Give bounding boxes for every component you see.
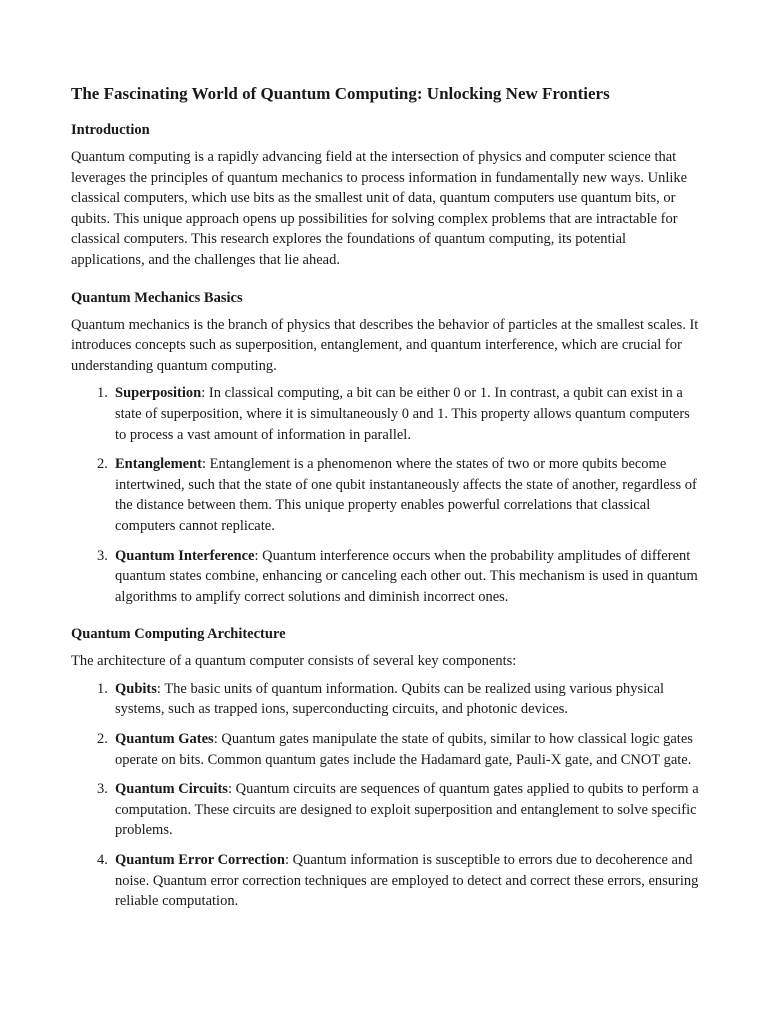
document-title: The Fascinating World of Quantum Computing: Unlocking New Frontiers bbox=[71, 84, 610, 103]
list-text: : In classical computing, a bit can be either 0 or 1. In contrast, a qubit can exist in a state of superposition, where it is simultaneously 0 and 1. This property allows quantum computers to process a vast amount of information in parallel. bbox=[115, 385, 690, 443]
list-item bbox=[97, 729, 699, 770]
list-item bbox=[97, 454, 699, 536]
list-number: 1. bbox=[97, 385, 108, 402]
list-text: : Quantum interference occurs when the probability amplitudes of different quantum states combine, enhancing or canceling each other out. This mechanism is used in quantum algorithms to amplify correct solutions and diminish incorrect ones. bbox=[115, 547, 698, 605]
list-text: : Quantum gates manipulate the state of qubits, similar to how classical logic gates operate on bits. Common quantum gates include the Hadamard gate, Pauli-X gate, and CNOT gate. bbox=[115, 731, 693, 768]
list-term: Qubits bbox=[115, 680, 157, 697]
list-term: Superposition bbox=[115, 385, 202, 402]
list-text: : Entanglement is a phenomenon where the states of two or more qubits become intertwined, such that the state of one qubit instantaneously affects the state of another, regardless of the distance between them. This unique property enables powerful correlations that classical computers cannot replicate. bbox=[115, 456, 697, 534]
list-text: : Quantum information is susceptible to errors due to decoherence and noise. Quantum error correction techniques are employed to detect and correct these errors, ensuring reliable computation. bbox=[115, 852, 699, 910]
section-paragraph: Quantum computing is a rapidly advancing field at the intersection of physics and computer science that leverages the principles of quantum mechanics to process information in fundamentally new ways. Unlike classical computers, which use bits as the smallest unit of data, quantum computers use quantum bits, or qubits. This unique approach opens up possibilities for solving complex problems that are intractable for classical computers. This research explores the foundations of quantum computing, its potential applications, and the challenges that lie ahead. bbox=[71, 149, 688, 268]
section-paragraph: The architecture of a quantum computer consists of several key components: bbox=[71, 653, 517, 670]
list-item bbox=[97, 779, 699, 841]
document-page bbox=[71, 82, 699, 929]
section-heading: Quantum Mechanics Basics bbox=[71, 289, 243, 306]
list-item bbox=[97, 679, 699, 720]
list-text: : The basic units of quantum information. Qubits can be realized using various physical systems, such as trapped ions, superconducting circuits, and photonic devices. bbox=[115, 680, 665, 718]
list-number: 2. bbox=[97, 731, 108, 748]
section-quantum-computing-architecture bbox=[71, 624, 699, 912]
numbered-list bbox=[71, 679, 699, 912]
list-term: Quantum Circuits bbox=[115, 781, 228, 798]
section-heading: Quantum Computing Architecture bbox=[71, 626, 286, 643]
list-item bbox=[97, 546, 699, 608]
list-term: Quantum Error Correction bbox=[115, 852, 285, 869]
list-term: Entanglement bbox=[115, 456, 202, 473]
list-text: : Quantum circuits are sequences of quantum gates applied to qubits to perform a computation. These circuits are designed to exploit superposition and entanglement to solve specific problems. bbox=[115, 781, 699, 839]
list-number: 2. bbox=[97, 456, 108, 473]
section-heading: Introduction bbox=[71, 122, 150, 138]
list-number: 3. bbox=[97, 781, 108, 798]
list-item bbox=[97, 383, 699, 445]
section-introduction bbox=[71, 120, 699, 271]
list-number: 1. bbox=[97, 680, 108, 697]
list-number: 3. bbox=[97, 547, 108, 564]
numbered-list bbox=[71, 383, 699, 607]
list-term: Quantum Gates bbox=[115, 731, 214, 748]
list-number: 4. bbox=[97, 852, 108, 869]
list-item bbox=[97, 850, 699, 912]
section-paragraph: Quantum mechanics is the branch of physics that describes the behavior of particles at the smallest scales. It introduces concepts such as superposition, entanglement, and quantum interference, which are crucial for understanding quantum computing. bbox=[71, 316, 699, 374]
section-quantum-mechanics-basics bbox=[71, 288, 699, 608]
list-term: Quantum Interference bbox=[115, 547, 255, 564]
